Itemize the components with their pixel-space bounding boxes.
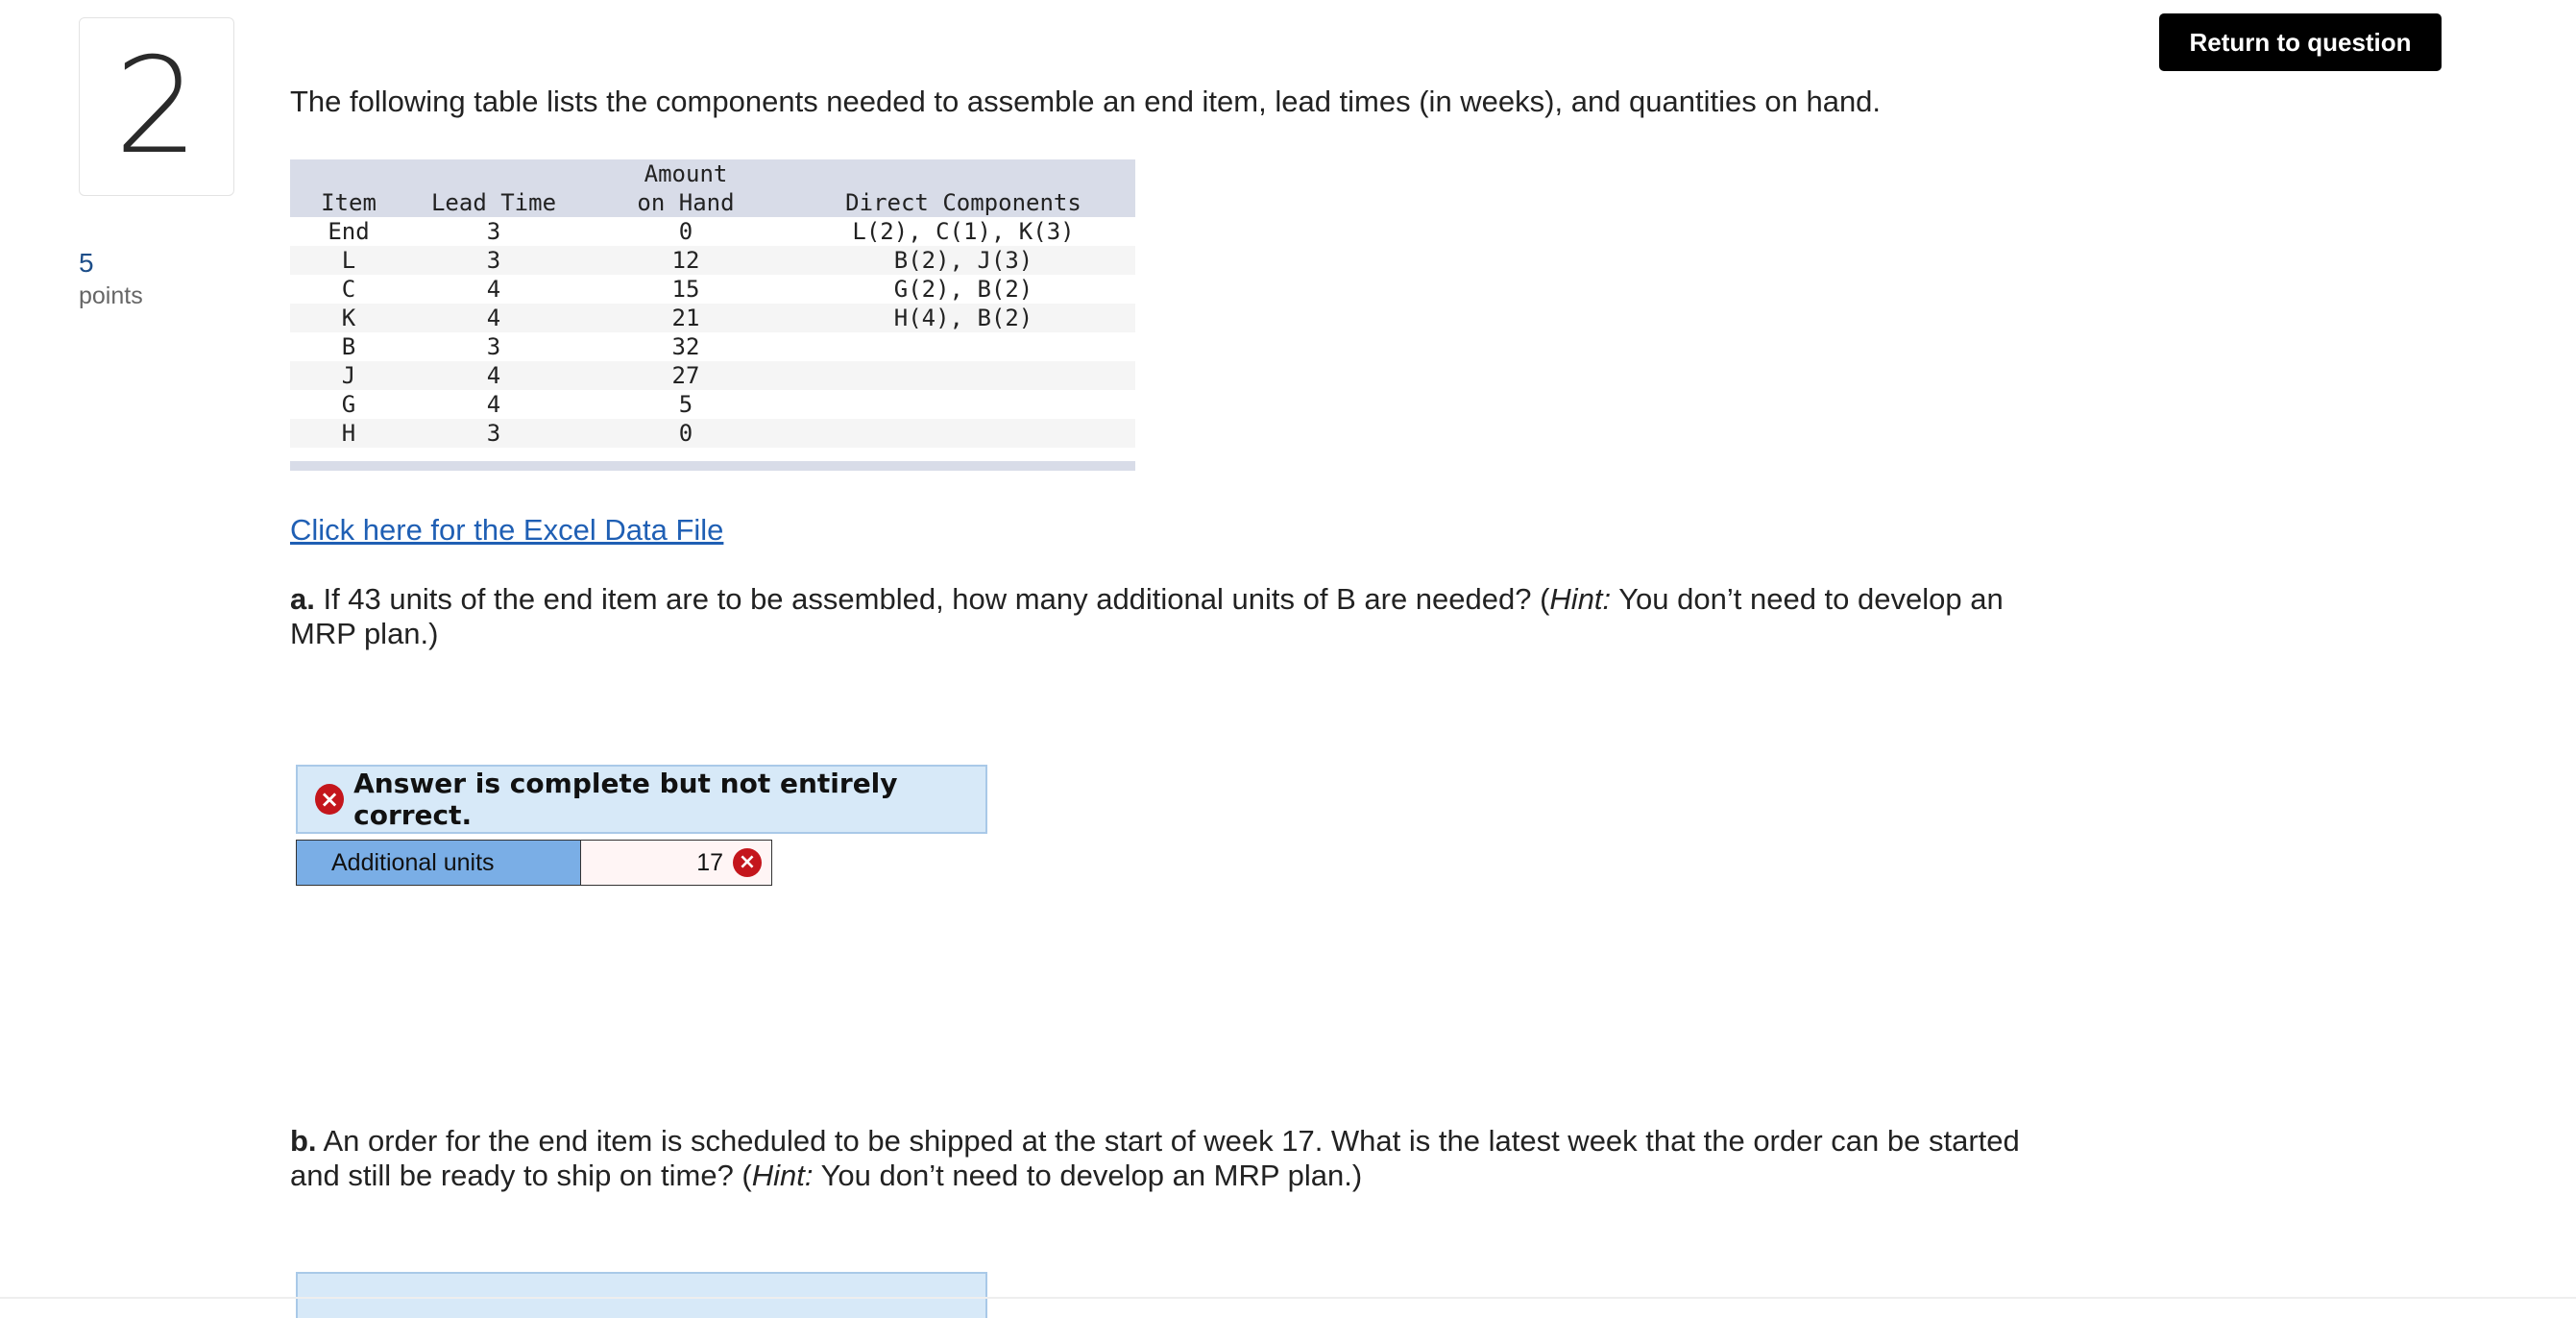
bottom-divider bbox=[0, 1297, 2576, 1299]
answer-status-banner bbox=[296, 765, 987, 834]
question-number: 2 bbox=[114, 29, 199, 183]
cell-direct: G(2), B(2) bbox=[893, 276, 1033, 303]
table-row bbox=[290, 304, 1135, 332]
return-to-question-button[interactable]: Return to question bbox=[2159, 13, 2442, 71]
cell-item: G bbox=[341, 391, 356, 418]
cell-lead: 4 bbox=[486, 391, 501, 418]
table-row bbox=[290, 332, 1135, 361]
header-lead-time: Lead Time bbox=[430, 189, 557, 216]
table-row bbox=[290, 217, 1135, 246]
cell-amount: 0 bbox=[678, 420, 693, 447]
table-row bbox=[290, 390, 1135, 419]
header-direct-components: Direct Components bbox=[845, 189, 1081, 216]
incorrect-x-icon: × bbox=[733, 848, 762, 877]
table-row bbox=[290, 246, 1135, 275]
cell-item: L bbox=[341, 247, 356, 274]
cell-lead: 4 bbox=[486, 276, 501, 303]
cell-amount: 12 bbox=[671, 247, 700, 274]
cell-item: H bbox=[341, 420, 356, 447]
cell-lead: 4 bbox=[486, 362, 501, 389]
part-b-hint: Hint: bbox=[751, 1159, 814, 1192]
cell-amount: 21 bbox=[671, 305, 700, 331]
components-table bbox=[290, 159, 1135, 471]
cell-item: B bbox=[341, 333, 356, 360]
cell-lead: 3 bbox=[486, 333, 501, 360]
part-a-text-end: You don’t need to develop an MRP plan.) bbox=[290, 582, 2004, 650]
cell-direct: H(4), B(2) bbox=[893, 305, 1033, 331]
x-circle-icon: × bbox=[315, 784, 344, 815]
table-header bbox=[290, 159, 1135, 217]
part-b-answer-banner bbox=[296, 1272, 987, 1318]
question-number-box bbox=[79, 17, 234, 196]
part-b-text: An order for the end item is scheduled to be shipped at the start of week 17. What is the latest week that the order can be started and still be ready to ship on time? ( bbox=[290, 1124, 2020, 1192]
table-row bbox=[290, 419, 1135, 448]
table-footer-bar bbox=[290, 461, 1135, 471]
part-a-question bbox=[290, 582, 2077, 651]
answer-input[interactable] bbox=[581, 841, 771, 885]
excel-data-link[interactable]: Click here for the Excel Data File bbox=[290, 513, 724, 547]
cell-lead: 3 bbox=[486, 247, 501, 274]
header-amount-line1: Amount bbox=[644, 160, 728, 187]
table-row bbox=[290, 275, 1135, 304]
answer-row-label: Additional units bbox=[297, 841, 581, 885]
part-b-label: b. bbox=[290, 1124, 317, 1158]
cell-amount: 5 bbox=[678, 391, 693, 418]
cell-amount: 32 bbox=[671, 333, 700, 360]
cell-item: End bbox=[328, 218, 370, 245]
part-b-text-end: You don’t need to develop an MRP plan.) bbox=[813, 1159, 1363, 1192]
cell-item: K bbox=[341, 305, 356, 331]
part-a-text: If 43 units of the end item are to be assembled, how many additional units of B are needed? ( bbox=[314, 582, 1550, 616]
cell-amount: 27 bbox=[671, 362, 700, 389]
answer-value: 17 bbox=[696, 848, 723, 876]
table-body bbox=[290, 217, 1135, 448]
part-a-label: a. bbox=[290, 582, 315, 616]
cell-lead: 3 bbox=[486, 420, 501, 447]
cell-item: C bbox=[341, 276, 356, 303]
answer-row bbox=[296, 840, 772, 886]
points-label: points bbox=[79, 282, 143, 309]
points-value: 5 bbox=[79, 248, 94, 278]
header-item: Item bbox=[321, 189, 377, 216]
table-row bbox=[290, 361, 1135, 390]
cell-amount: 15 bbox=[671, 276, 700, 303]
cell-lead: 3 bbox=[486, 218, 501, 245]
part-b-question bbox=[290, 1124, 2077, 1193]
answer-status-text: Answer is complete but not entirely correct. bbox=[353, 768, 898, 831]
header-amount-line2: on Hand bbox=[637, 189, 735, 216]
cell-direct: B(2), J(3) bbox=[893, 247, 1033, 274]
question-intro: The following table lists the components needed to assemble an end item, lead times (in weeks), and quantities on hand. bbox=[290, 85, 1882, 118]
cell-amount: 0 bbox=[678, 218, 693, 245]
cell-lead: 4 bbox=[486, 305, 501, 331]
part-a-hint: Hint: bbox=[1549, 582, 1612, 616]
cell-direct: L(2), C(1), K(3) bbox=[852, 218, 1075, 245]
cell-item: J bbox=[341, 362, 356, 389]
